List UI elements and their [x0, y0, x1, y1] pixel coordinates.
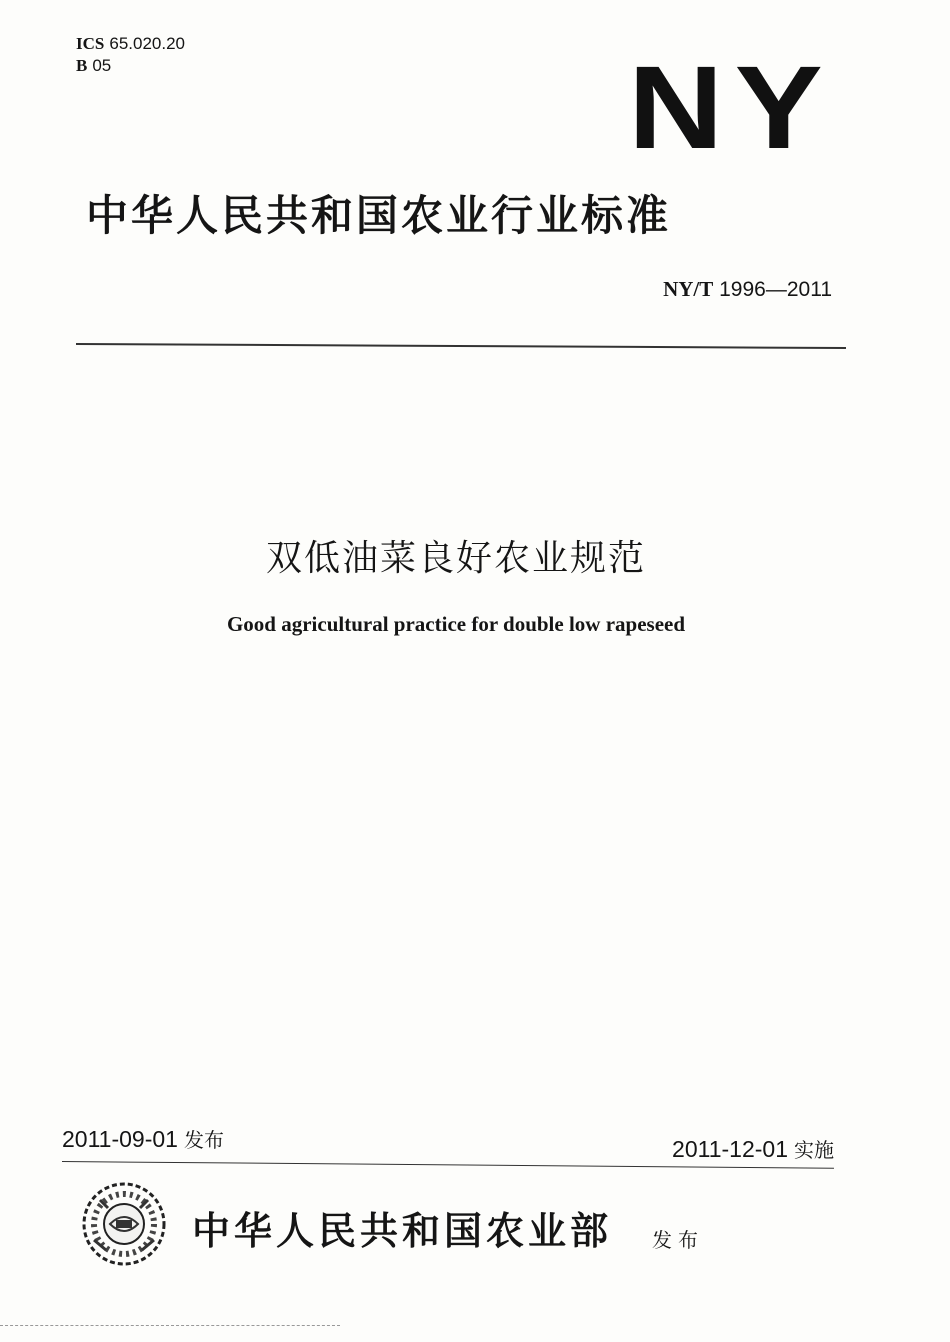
classification-value: 05 — [92, 56, 112, 75]
standard-category-title: 中华人民共和国农业行业标准 — [86, 191, 672, 240]
standard-number-prefix: NY/T — [663, 277, 714, 301]
issue-date — [62, 1124, 224, 1153]
ics-label: ICS — [76, 34, 105, 53]
implementation-date-label: 实施 — [794, 1138, 834, 1162]
publisher-action: 发布 — [652, 1228, 704, 1252]
header-divider — [76, 343, 846, 349]
document-title-en: Good agricultural practice for double low rapeseed — [226, 612, 686, 636]
issue-date-label: 发布 — [183, 1128, 224, 1152]
ny-logo: NY — [628, 42, 834, 174]
classification-code — [76, 56, 111, 76]
implementation-date — [672, 1134, 834, 1163]
issue-date-value: 2011-09-01 — [62, 1126, 178, 1152]
standard-number-value: 1996—2011 — [719, 278, 832, 301]
ministry-emblem-icon — [80, 1180, 168, 1268]
ics-value: 65.020.20 — [109, 34, 185, 53]
implementation-date-value: 2011-12-01 — [672, 1136, 788, 1162]
classification-label: B — [76, 56, 88, 75]
document-title-cn: 双低油菜良好农业规范 — [265, 538, 646, 579]
page-bottom-edge — [0, 1325, 340, 1326]
ics-code — [76, 34, 185, 54]
standard-number — [663, 277, 832, 302]
publisher-name: 中华人民共和国农业部 — [192, 1209, 613, 1253]
